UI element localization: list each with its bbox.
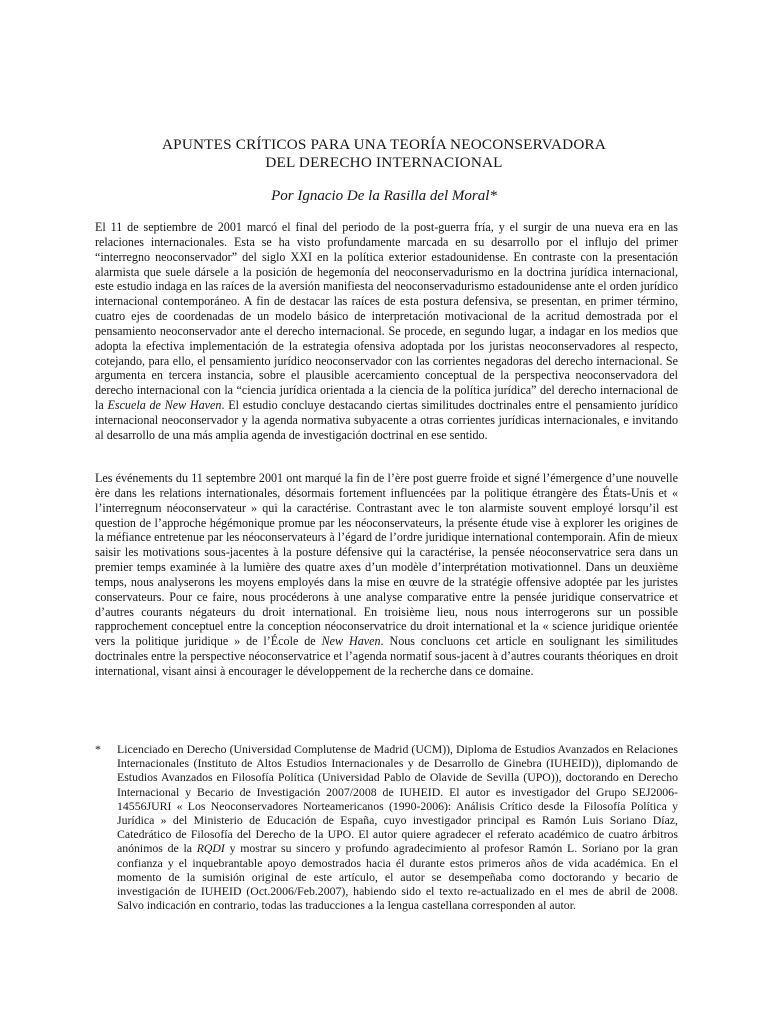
abstract-fr-italic: New Haven <box>321 634 381 649</box>
footnote-text-1: Licenciado en Derecho (Universidad Complutense de Madrid (UCM)), Diploma de Estudios Avanzados en Relaciones Internacionales (Instituto de Altos Estudios Internacionales y de Desarrollo de Ginebra (IUHEID)), diplomando de Estudios Avanzados en Filosofía Política (Universidad Pablo de Olavide de Sevilla (UPO)), doctorando en Derecho Internacional y Becario de Investigación 2007/2008 de IUHEID. El autor es investigador del Grupo SEJ2006-14556JURI « Los Neoconservadores Norteamericanos (1990-2006): Análisis Crítico desde la Filosofía Política y Jurídica » del Ministerio de Educación de España, cuyo investigador principal es Ramón Luis Soriano Díaz, Catedrático de Filosofía del Derecho de la UPO. El autor quiere agradecer el referato académico de cuatro árbitros anónimos de la <box>117 742 678 856</box>
title-line-2: DEL DERECHO INTERNACIONAL <box>265 154 503 171</box>
abstract-fr-text-1: Les événements du 11 septembre 2001 ont marqué la fin de l’ère post guerre froide et signé l’émergence d’une nouvelle ère dans les relations internationales, désormais fortement influencées par la politique étrangère des États-Unis et « l’interregnum néoconservateur » qui la caractérise. Contrastant avec le ton alarmiste souvent employé lorsqu’il est question de l’approche hégémonique promue par les néoconservateurs, la présente étude vise à explorer les origines de la méfiance entretenue par les néoconservateurs à l’égard de l’ordre juridique international contemporain. Afin de mieux saisir les motivations sous-jacentes à la posture défensive qui la caractérise, la pensée néoconservatrice sera dans un premier temps examinée à la lumière des quatre axes d’un modèle d’interprétation motivationnel. Dans un deuxième temps, nous analyserons les moyens employés dans la mise en œuvre de la stratégie offensive adoptée par les juristes conservateurs. Pour ce faire, nous procéderons à une analyse comparative entre la pensée juridique conservatrice et d’autres courants négateurs du droit international. En troisième lieu, nous nous interrogerons sur un possible rapprochement conceptuel entre la conception néoconservatrice du droit international et la « science juridique orientée vers la politique juridique » de l’École de <box>95 471 678 649</box>
abstract-es-text-2: . El estudio concluye destacando ciertas similitudes doctrinales entre el pensamiento jurídico internacional neoconservador y la agenda normativa subyacente a otras corrientes jurídicas internacionales, e invitando al desarrollo de una más amplia agenda de investigación doctrinal en ese sentido. <box>95 398 678 442</box>
article-title <box>96 136 672 172</box>
footnote-text-2: y mostrar su sincero y profundo agradecimiento al profesor Ramón L. Soriano por la gran confianza y el inquebrantable apoyo demostrados hacia él durante estos primeros años de vida académica. En el momento de la sumisión original de este artículo, el autor se desempeñaba como doctorando y becario de investigación de IUHEID (Oct.2006/Feb.2007), habiendo sido el texto re-actualizado en el mes de abril de 2008. Salvo indicación en contrario, todas las traducciones a la lengua castellana corresponden al autor. <box>117 841 678 913</box>
author-byline: Por Ignacio De la Rasilla del Moral* <box>271 188 497 204</box>
footnote-marker: * <box>95 742 101 756</box>
abstract-spanish <box>95 220 678 443</box>
abstract-french <box>95 471 678 679</box>
footnote-italic: RQDI <box>196 841 225 856</box>
title-line-1: APUNTES CRÍTICOS PARA UNA TEORÍA NEOCONSERVADORA <box>162 136 606 153</box>
footnote-text <box>117 742 678 912</box>
abstract-fr-text-2: . Nous concluons cet article en soulignant les similitudes doctrinales entre la perspective néoconservatrice et l’agenda normatif sous-jacent à d’autres courants théoriques en droit international, visant ainsi à encourager le développement de la recherche dans ce domaine. <box>95 634 678 678</box>
abstract-es-italic: Escuela de New Haven <box>107 398 222 413</box>
abstract-es-text-1: El 11 de septiembre de 2001 marcó el final del periodo de la post-guerra fría, y el surgir de una nueva era en las relaciones internacionales. Esta se ha visto profundamente marcada en su desarrollo por el influjo del primer “interregno neoconservador” del siglo XXI en la política exterior estadounidense. En contraste con la presentación alarmista que suele dársele a la posición de hegemonía del neoconservadurismo en la doctrina jurídica internacional, este estudio indaga en las raíces de la aversión manifiesta del neoconservadurismo estadounidense ante el orden jurídico internacional contemporáneo. A fin de destacar las raíces de esta postura defensiva, se presentan, en primer término, cuatro ejes de coordenadas de un modelo básico de interpretación motivacional de la acritud demostrada por el pensamiento neoconservador ante el derecho internacional. Se procede, en segundo lugar, a indagar en los medios que adopta la efectiva implementación de la estrategia ofensiva adoptada por los juristas neoconservadores al respecto, cotejando, para ello, el pensamiento jurídico neoconservador con las corrientes negadoras del derecho internacional. Se argumenta en tercera instancia, sobre el plausible acercamiento conceptual de la perspectiva neoconservadora del derecho internacional con la “ciencia jurídica orientada a la ciencia de la política jurídica” del derecho internacional de la <box>95 220 678 413</box>
